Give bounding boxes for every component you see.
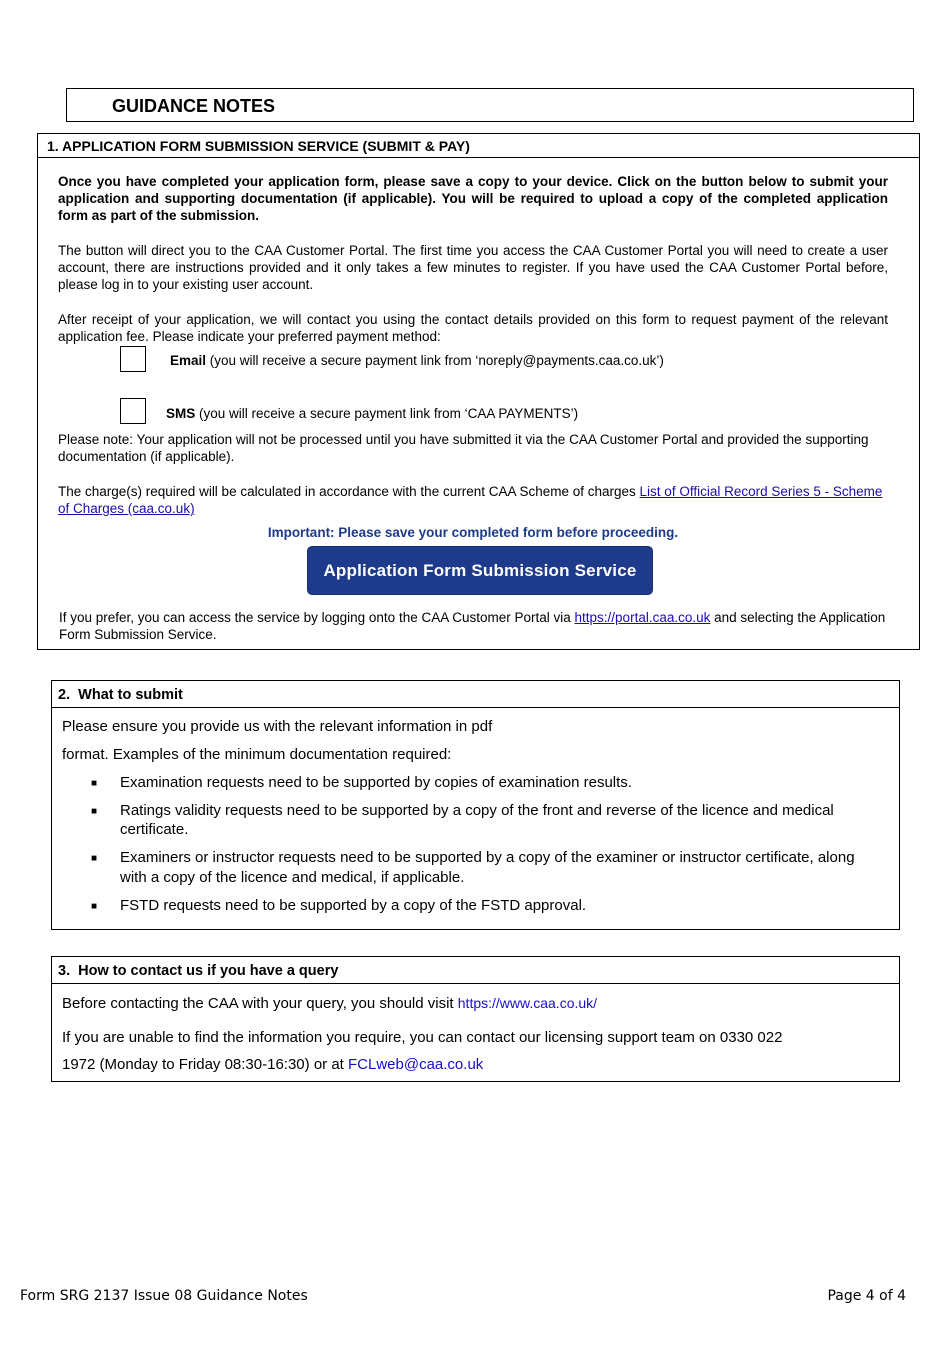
submit-intro-line2: format. Examples of the minimum documentation required: xyxy=(62,746,452,763)
charges-paragraph xyxy=(58,483,888,517)
list-item: Ratings validity requests need to be supported by a copy of the front and reverse of the licence and medical certificate. xyxy=(120,802,834,838)
section-3-title: How to contact us if you have a query xyxy=(78,963,339,979)
important-save-notice: Important: Please save your completed form before proceeding. xyxy=(267,525,679,540)
fclweb-email-link[interactable]: FCLweb@caa.co.uk xyxy=(348,1056,484,1073)
email-option-label: Email xyxy=(170,353,207,368)
page-title: GUIDANCE NOTES xyxy=(112,96,276,116)
caa-website-link[interactable]: https://www.caa.co.uk/ xyxy=(457,995,598,1011)
sms-option-label: SMS xyxy=(166,406,196,421)
visit-text: Before contacting the CAA with your query, you should visit xyxy=(62,995,458,1012)
email-option-desc: (you will receive a secure payment link from ‘noreply@payments.caa.co.uk’) xyxy=(206,353,664,368)
section-2-heading: 2. What to submit xyxy=(52,681,899,708)
alternative-access-paragraph xyxy=(59,609,889,643)
processing-note: Please note: Your application will not be processed until you have submitted it via the CAA Customer Portal and provided the supporting documentation (if applicable). xyxy=(58,432,869,464)
submission-intro: Once you have completed your application form, please save a copy to your device. Click on the button below to submit your application and supporting documentation (if applicable). You will be required to upload a copy of the completed application form as part of the submission. xyxy=(58,174,888,223)
prefer-text-end: and selecting the Application Form Submission Service. xyxy=(59,610,886,642)
bullet-icon: ■ xyxy=(91,853,98,864)
bullet-icon: ■ xyxy=(91,901,98,912)
contact-line2: If you are unable to find the information you require, you can contact our licensing support team on 0330 022 xyxy=(62,1029,783,1046)
list-item: Examination requests need to be supported by copies of examination results. xyxy=(120,774,632,791)
page-number: Page 4 of 4 xyxy=(827,1288,906,1304)
contact-hours-text: 1972 (Monday to Friday 08:30-16:30) or at xyxy=(62,1056,348,1073)
form-reference: Form SRG 2137 Issue 08 Guidance Notes xyxy=(20,1288,308,1304)
contact-line1 xyxy=(62,993,882,1014)
prefer-text-start: If you prefer, you can access the service by logging onto the CAA Customer Portal via xyxy=(59,610,575,625)
portal-instructions: The button will direct you to the CAA Customer Portal. The first time you access the CAA Customer Portal you will need to create a user account, there are instructions provided and it only takes a few minutes to register. If you have used the CAA Customer Portal before, please log in to your existing user account. xyxy=(58,243,888,292)
section-3-heading: 3. How to contact us if you have a query xyxy=(52,957,899,984)
contact-line3 xyxy=(62,1055,882,1075)
application-form-submission-button[interactable]: Application Form Submission Service xyxy=(307,546,653,595)
guidance-notes-title-box xyxy=(66,88,914,122)
list-item: Examiners or instructor requests need to be supported by a copy of the examiner or instructor certificate, along with a copy of the licence and medical, if applicable. xyxy=(120,849,855,886)
sms-option xyxy=(166,405,866,422)
section-2-number: 2 xyxy=(58,687,67,703)
section-1-heading: 1. APPLICATION FORM SUBMISSION SERVICE (SUBMIT & PAY) xyxy=(38,134,919,158)
email-payment-checkbox[interactable] xyxy=(120,346,146,372)
section-3-number: 3 xyxy=(58,963,67,979)
sms-option-desc: (you will receive a secure payment link from ‘CAA PAYMENTS’) xyxy=(195,406,579,421)
list-item: FSTD requests need to be supported by a copy of the FSTD approval. xyxy=(120,897,587,914)
portal-link[interactable]: https://portal.caa.co.uk xyxy=(574,610,711,625)
submit-intro-line1: Please ensure you provide us with the relevant information in pdf xyxy=(62,718,493,735)
section-2-title: What to submit xyxy=(78,687,183,703)
charges-text: The charge(s) required will be calculated in accordance with the current CAA Scheme of charges xyxy=(58,484,640,499)
sms-payment-checkbox[interactable] xyxy=(120,398,146,424)
email-option xyxy=(170,352,870,369)
scheme-of-charges-link[interactable]: List of Official Record Series 5 - Scheme of Charges (caa.co.uk) xyxy=(58,484,883,516)
payment-instructions: After receipt of your application, we will contact you using the contact details provided on this form to request payment of the relevant application fee. Please indicate your preferred payment method: xyxy=(58,312,888,344)
bullet-icon: ■ xyxy=(91,806,98,817)
bullet-icon: ■ xyxy=(91,778,98,789)
